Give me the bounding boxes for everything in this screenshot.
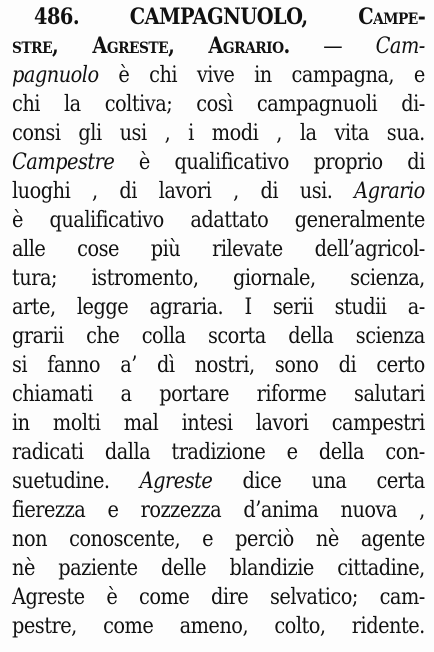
text-span: è chi vive in campagna, e bbox=[98, 62, 425, 88]
text-span: chiamati a portare riforme salutari bbox=[12, 381, 425, 407]
text-line bbox=[12, 234, 425, 264]
text-span: alle cose più rilevate dell’agricol- bbox=[12, 236, 425, 262]
text-span: in molti mal intesi lavori campestri bbox=[12, 410, 425, 436]
text-span: suetudine. bbox=[12, 468, 140, 494]
text-line bbox=[12, 495, 425, 525]
text-line bbox=[12, 524, 425, 554]
text-line bbox=[12, 582, 425, 612]
text-line bbox=[12, 176, 425, 206]
text-line bbox=[12, 611, 425, 641]
text-span: è qualificativo adattato generalmente bbox=[12, 207, 425, 233]
text-line bbox=[34, 2, 425, 32]
text-line bbox=[12, 321, 425, 351]
text-span: si fanno a’ dì nostri, sono di certo bbox=[12, 352, 425, 378]
italic-term: Campestre bbox=[12, 149, 115, 175]
italic-term: Cam- bbox=[375, 33, 425, 59]
text-line bbox=[12, 437, 425, 467]
text-span: nè paziente delle blandizie cittadine, bbox=[12, 555, 425, 581]
text-line bbox=[12, 118, 425, 148]
text-line bbox=[12, 263, 425, 293]
headword-text: CAMPAGNUOLO, bbox=[79, 4, 359, 30]
text-line bbox=[12, 292, 425, 322]
text-line bbox=[12, 408, 425, 438]
text-span: chi la coltiva; così campagnuoli di- bbox=[12, 91, 425, 117]
text-span: è qualificativo proprio di bbox=[114, 149, 425, 175]
text-span: radicati dalla tradizione e della con- bbox=[12, 439, 425, 465]
text-line bbox=[12, 379, 425, 409]
text-line bbox=[12, 60, 425, 90]
text-span: luoghi , di lavori , di usi. bbox=[12, 178, 355, 204]
text-line bbox=[12, 31, 425, 61]
italic-term: pagnuolo bbox=[12, 62, 99, 88]
text-span: pestre, come ameno, colto, ridente. bbox=[12, 613, 425, 639]
text-span: Agreste è come dire selvatico; cam- bbox=[12, 584, 425, 610]
text-line bbox=[12, 89, 425, 119]
headword-text: Campe- bbox=[358, 4, 426, 30]
text-line bbox=[12, 350, 425, 380]
text-line bbox=[12, 553, 425, 583]
text-line bbox=[12, 205, 425, 235]
text-span: grarii che colla scorta della scienza bbox=[12, 323, 425, 349]
text-line bbox=[12, 147, 425, 177]
headword-text: stre, Agreste, Agrario. bbox=[12, 33, 290, 59]
text-line bbox=[12, 466, 425, 496]
entry-number: 486. bbox=[34, 4, 80, 30]
italic-term: Agrario bbox=[354, 178, 425, 204]
text-span: arte, legge agraria. I serii studii a- bbox=[12, 294, 425, 320]
text-span: — bbox=[289, 33, 376, 59]
text-span: non conoscente, e perciò nè agente bbox=[12, 526, 425, 552]
text-span: consi gli usi , i modi , la vita sua. bbox=[12, 120, 425, 146]
text-span: tura; istromento, giornale, scienza, bbox=[12, 265, 425, 291]
text-span: dice una certa bbox=[212, 468, 425, 494]
text-span: fierezza e rozzezza d’anima nuova , bbox=[12, 497, 425, 523]
italic-term: Agreste bbox=[139, 468, 213, 494]
